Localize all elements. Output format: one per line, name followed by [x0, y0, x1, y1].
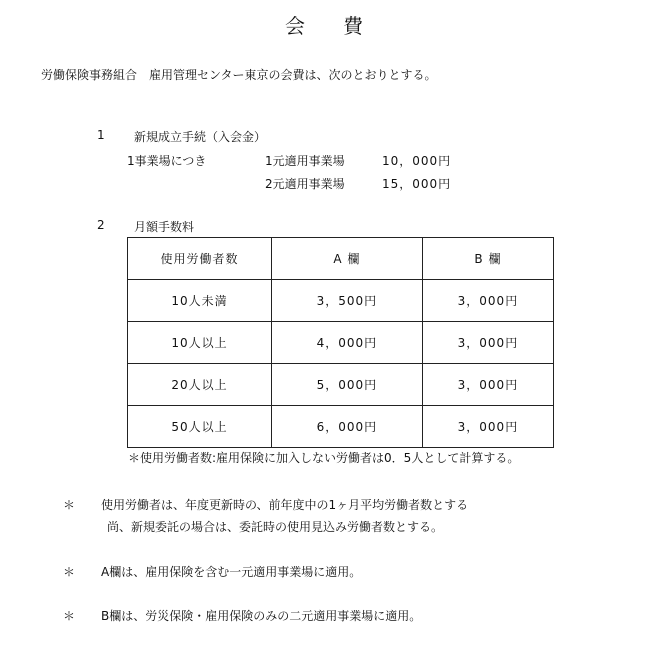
table-header-cell: 使用労働者数 [128, 238, 272, 280]
note-text: 尚、新規委託の場合は、委託時の使用見込み労働者数とする。 [107, 520, 444, 534]
fee-row-amount: 15，000円 [382, 177, 452, 191]
note-asterisk: ＊ [63, 498, 76, 512]
table-header-row [128, 238, 554, 280]
page-title [0, 10, 650, 39]
table-cell: 50人以上 [128, 406, 272, 448]
table-cell: 10人以上 [128, 322, 272, 364]
table-cell: 3，000円 [422, 322, 553, 364]
note-asterisk: ＊ [63, 565, 76, 579]
table-cell: 20人以上 [128, 364, 272, 406]
section2-number: 2 [97, 218, 105, 232]
table-cell: 3，500円 [271, 280, 422, 322]
table-cell: 3，000円 [422, 406, 553, 448]
table-footnote: ＊使用労働者数:雇用保険に加入しない労働者は0．5人として計算する。 [128, 451, 520, 465]
table-cell: 4，000円 [271, 322, 422, 364]
note-text: A欄は、雇用保険を含む一元適用事業場に適用。 [101, 565, 362, 579]
table-header-cell: B 欄 [422, 238, 553, 280]
title-char-2: 費 [343, 14, 365, 38]
note-text: B欄は、労災保険・雇用保険のみの二元適用事業場に適用。 [101, 609, 422, 623]
table-row [128, 364, 554, 406]
monthly-fee-table [127, 237, 554, 448]
intro-text: 労働保険事務組合 雇用管理センター東京の会費は、次のとおりとする。 [41, 68, 437, 82]
section1-number: 1 [97, 128, 105, 142]
note-text: 使用労働者は、年度更新時の、前年度中の1ヶ月平均労働者数とする [101, 498, 469, 512]
table-cell: 3，000円 [422, 280, 553, 322]
table-row [128, 406, 554, 448]
fee-row-label: 1元適用事業場 [265, 154, 345, 168]
table-cell: 10人未満 [128, 280, 272, 322]
fee-row-label: 2元適用事業場 [265, 177, 345, 191]
section1-title: 新規成立手続（入会金） [134, 130, 267, 144]
table-header-cell: A 欄 [271, 238, 422, 280]
table-cell: 3，000円 [422, 364, 553, 406]
table-cell: 6，000円 [271, 406, 422, 448]
section2-title: 月額手数料 [134, 220, 195, 234]
table-cell: 5，000円 [271, 364, 422, 406]
table-row [128, 280, 554, 322]
title-char-1: 会 [285, 14, 307, 38]
section1-unit-label: 1事業場につき [127, 154, 207, 168]
table-row [128, 322, 554, 364]
note-asterisk: ＊ [63, 609, 76, 623]
fee-row-amount: 10，000円 [382, 154, 452, 168]
